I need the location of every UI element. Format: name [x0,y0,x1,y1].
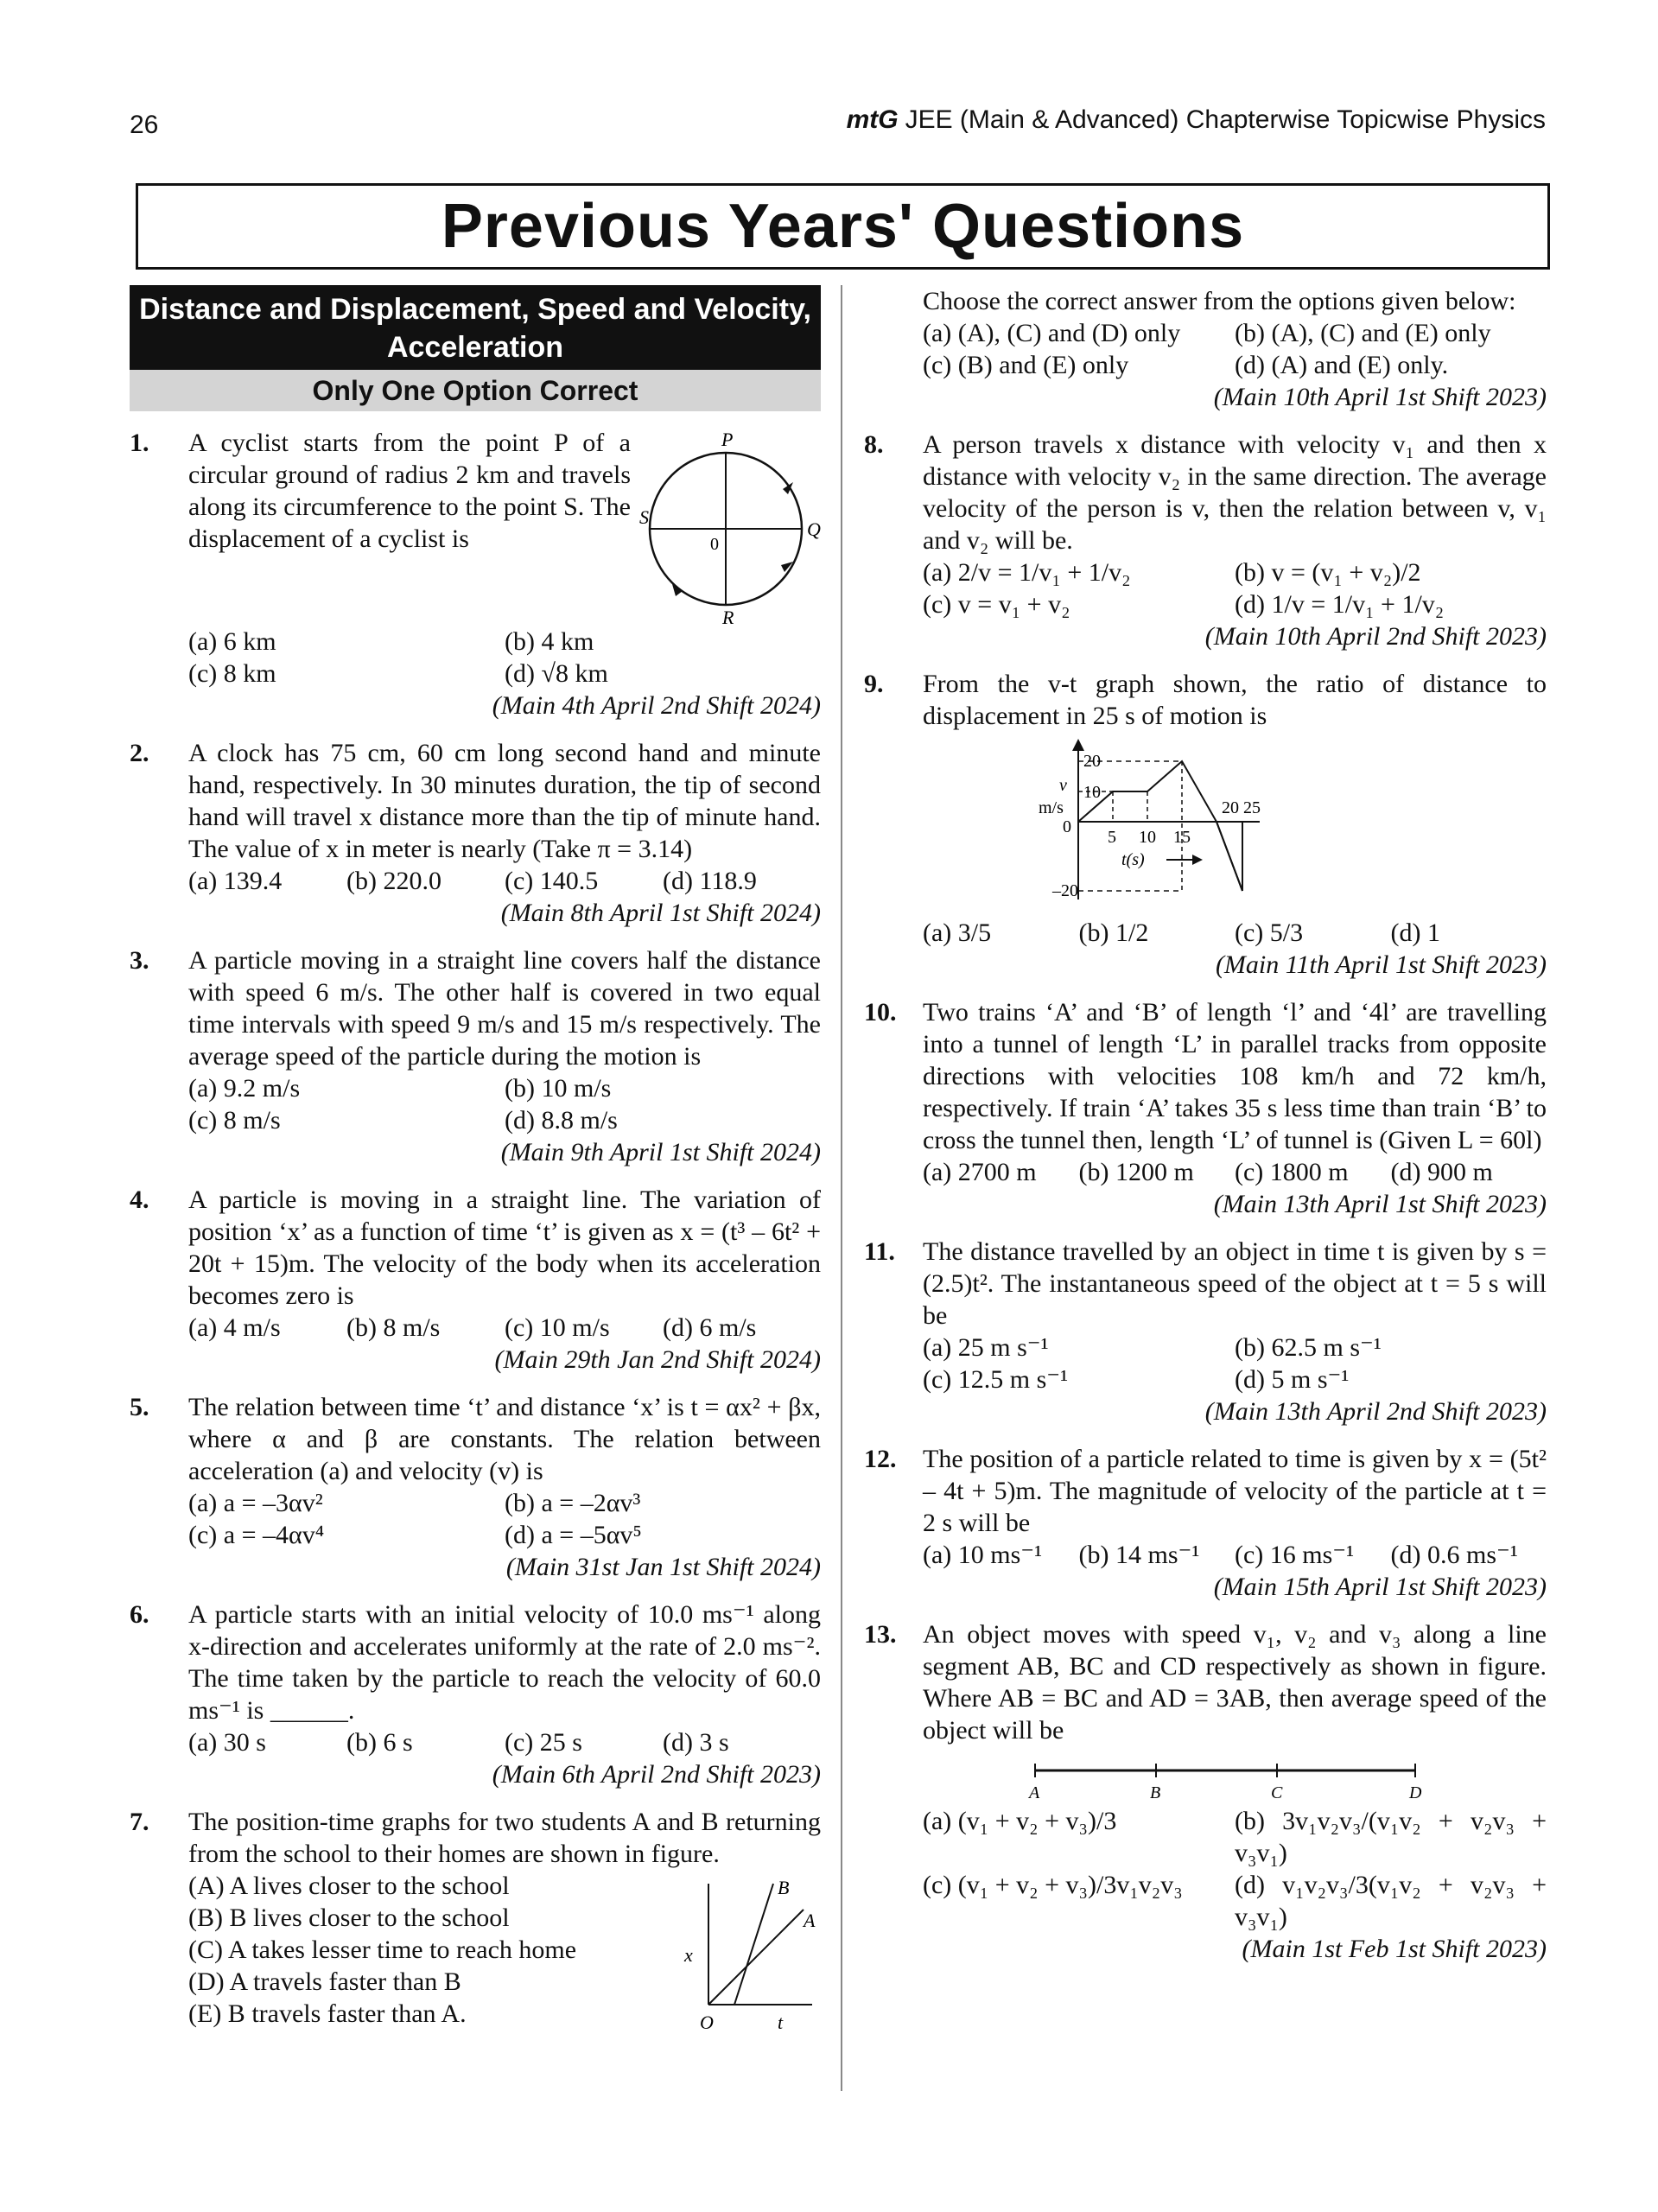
page-banner [136,183,1550,270]
left-column [130,285,821,2045]
question-text: The distance travelled by an object in time t is given by s = (2.5)t². The instantaneous speed of the object at t = 5 s will be [923,1237,1547,1330]
option-c: (c) (B) and (E) only [923,351,1129,379]
question-7 [130,1806,821,2033]
question-7-continued [864,285,1547,413]
options [923,1332,1547,1395]
option-c: (c) 16 ms⁻¹ [1235,1541,1355,1569]
option-c: (c) 10 m/s [505,1313,610,1342]
v-t-graph [1018,735,1381,917]
label-P: P [721,429,734,450]
option-b: (b) 1/2 [1078,918,1149,947]
question-text: A particle moving in a straight line covers half the distance with speed 6 m/s. The other half is covered in two equal time intervals with speed 9 m/s and 15 m/s respectively. The average speed of the particle during the motion is [188,946,821,1071]
section-subtitle: Only One Option Correct [130,370,821,411]
option-d: (d) v₁v₂v₃/3(v₁v₂ + v₂v₃ + v₃v₁) [1235,1871,1547,1931]
line-segment-figure [1018,1753,1432,1805]
option-d: (d) 1 [1390,918,1440,947]
option-a: (a) 2/v = 1/v₁ + 1/v₂ [923,558,1131,587]
position-time-graph [665,1875,821,2039]
question-source: (Main 6th April 2nd Shift 2023) [492,1760,821,1789]
option-c: (c) a = –4αv⁴ [188,1521,325,1549]
option-b: (b) 8 m/s [346,1313,441,1342]
question-source: (Main 10th April 2nd Shift 2023) [1204,622,1547,651]
option-a: (a) (A), (C) and (D) only [923,319,1181,347]
statement-C: (C) A takes lesser time to reach home [188,1936,577,1964]
option-d: (d) a = –5αv⁵ [505,1521,642,1549]
option-b: (b) v = (v₁ + v₂)/2 [1235,558,1421,587]
label-Q: Q [807,518,821,540]
tick-x-15: 15 [1173,828,1191,847]
question-text: An object moves with speed v₁, v₂ and v₃ along a line segment AB, BC and CD respectively as shown in figure. Where AB = BC and AD = 3AB, then average speed of the object will be [923,1620,1547,1745]
tick-y-10: 10 [1083,783,1101,802]
question-5 [130,1391,821,1583]
option-d: (d) 1/v = 1/v₁ + 1/v₂ [1235,590,1445,619]
option-c: (c) 12.5 m s⁻¹ [923,1365,1069,1394]
question-text: The position-time graphs for two students A and B returning from the school to their homes are shown in figure. [188,1808,821,1868]
question-number: 1. [130,429,149,457]
question-text: Choose the correct answer from the options given below: [923,287,1516,315]
label-O: 0 [710,535,719,554]
option-c: (c) 1800 m [1235,1158,1349,1186]
question-10 [864,996,1547,1220]
question-number: 5. [130,1393,149,1421]
axis-unit: m/s [1039,798,1064,817]
publisher-logo: mtG [846,105,899,134]
column-divider [841,285,842,2091]
option-d: (d) 3 s [663,1728,729,1757]
page-number: 26 [130,111,159,139]
option-a: (a) 4 m/s [188,1313,281,1342]
option-a: (a) (v₁ + v₂ + v₃)/3 [923,1807,1117,1835]
question-number: 2. [130,739,149,767]
option-c: (c) 140.5 [505,867,599,895]
option-b: (b) 62.5 m s⁻¹ [1235,1333,1382,1362]
option-b: (b) 1200 m [1078,1158,1194,1186]
section-title: Distance and Displacement, Speed and Velocity, Acceleration [130,285,821,370]
question-source: (Main 15th April 1st Shift 2023) [1213,1573,1547,1601]
question-8 [864,429,1547,652]
option-c: (c) 8 m/s [188,1106,281,1135]
option-a: (a) 139.4 [188,867,283,895]
question-source: (Main 4th April 2nd Shift 2024) [492,691,821,720]
statement-D: (D) A travels faster than B [188,1967,461,1996]
label-t: t [778,2012,784,2033]
option-b: (b) 6 s [346,1728,413,1757]
options [923,556,1547,620]
axis-label-t: t(s) [1121,850,1145,869]
option-d: (d) 118.9 [663,867,757,895]
option-d: (d) 900 m [1390,1158,1493,1186]
option-b: (b) 3v₁v₂v₃/(v₁v₂ + v₂v₃ + v₃v₁) [1235,1807,1547,1867]
question-9 [864,668,1547,981]
tick-x-5: 5 [1108,828,1116,847]
options [188,1726,821,1758]
question-number: 3. [130,946,149,975]
question-6 [130,1599,821,1790]
options [923,1805,1547,1933]
option-d: (d) 8.8 m/s [505,1106,618,1135]
label-x: x [684,1944,693,1966]
option-b: (b) 4 km [505,627,594,656]
question-source: (Main 29th Jan 2nd Shift 2024) [494,1345,821,1374]
label-B: B [1150,1783,1161,1802]
option-d: (d) √8 km [505,659,608,688]
label-C: C [1271,1783,1283,1802]
question-source: (Main 13th April 1st Shift 2023) [1213,1190,1547,1218]
option-c: (c) 25 s [505,1728,582,1757]
question-3 [130,944,821,1168]
options [923,1539,1547,1571]
tick-x-20-25: 20 25 [1222,798,1261,817]
question-number: 11. [864,1237,895,1266]
option-c: (c) v = v₁ + v₂ [923,590,1070,619]
arrow-icon [1192,855,1203,865]
question-source: (Main 31st Jan 1st Shift 2024) [505,1553,821,1581]
question-13 [864,1618,1547,1965]
option-c: (c) (v₁ + v₂ + v₃)/3v₁v₂v₃ [923,1871,1183,1899]
question-source: (Main 10th April 1st Shift 2023) [1213,383,1547,411]
option-b: (b) a = –2αv³ [505,1489,641,1517]
question-1 [130,427,821,721]
statement-B: (B) B lives closer to the school [188,1904,510,1932]
option-b: (b) 220.0 [346,867,441,895]
question-text: A person travels x distance with velocity v₁ and then x distance with velocity v₂ in the same direction. The average velocity of the person is v, then the relation between v, v₁ and v₂ will be. [923,430,1547,555]
tick-y-neg20: –20 [1052,881,1078,900]
question-2 [130,737,821,929]
tick-y-0: 0 [1063,817,1071,836]
option-a: (a) 3/5 [923,918,992,947]
options [188,865,821,897]
question-number: 8. [864,430,884,459]
banner-title: Previous Years' Questions [441,192,1245,261]
question-number: 7. [130,1808,149,1836]
tick-y-20: 20 [1083,752,1101,771]
question-source: (Main 11th April 1st Shift 2023) [1215,950,1547,979]
option-a: (a) 10 ms⁻¹ [923,1541,1043,1569]
option-d: (d) 0.6 ms⁻¹ [1390,1541,1518,1569]
right-column [864,285,1547,1980]
question-text: A particle is moving in a straight line. The variation of position ‘x’ as a function of time ‘t’ is given as x = (t³ – 6t² + 20t + 15)m. The velocity of the body when its acceleration becomes zero is [188,1185,821,1310]
option-a: (a) a = –3αv² [188,1489,323,1517]
question-source: (Main 8th April 1st Shift 2024) [500,899,821,927]
axis-label-v: v [1059,776,1067,795]
option-c: (c) 8 km [188,659,276,688]
options [188,1487,821,1551]
question-number: 10. [864,998,897,1027]
question-number: 6. [130,1600,149,1629]
option-a: (a) 9.2 m/s [188,1074,301,1103]
question-text: A cyclist starts from the point P of a circular ground of radius 2 km and travels along its circumference to the point S. The displacement of a cyclist is [188,429,631,553]
circular-ground-figure [639,427,821,626]
option-d: (d) (A) and (E) only. [1235,351,1449,379]
question-number: 12. [864,1445,897,1473]
label-A: A [1029,1783,1040,1802]
book-title: JEE (Main & Advanced) Chapterwise Topicwise Physics [905,105,1546,134]
option-b: (b) (A), (C) and (E) only [1235,319,1491,347]
option-c: (c) 5/3 [1235,918,1304,947]
question-number: 4. [130,1185,149,1214]
book-title-header [847,105,1546,135]
option-d: (d) 5 m s⁻¹ [1235,1365,1350,1394]
question-source: (Main 9th April 1st Shift 2024) [500,1138,821,1166]
question-4 [130,1184,821,1376]
option-a: (a) 2700 m [923,1158,1037,1186]
label-R: R [722,607,734,626]
option-b: (b) 14 ms⁻¹ [1078,1541,1200,1569]
question-11 [864,1236,1547,1427]
question-source: (Main 13th April 2nd Shift 2023) [1204,1397,1547,1426]
question-source: (Main 1st Feb 1st Shift 2023) [1242,1935,1547,1963]
label-B: B [778,1877,790,1898]
label-S: S [639,506,649,528]
question-number: 13. [864,1620,897,1649]
options [923,1156,1547,1188]
label-D: D [1409,1783,1422,1802]
question-12 [864,1443,1547,1603]
statement-E: (E) B travels faster than A. [188,1999,467,2028]
option-b: (b) 10 m/s [505,1074,612,1103]
question-text: A clock has 75 cm, 60 cm long second hand and minute hand, respectively. In 30 minutes duration, the tip of second hand will travel x distance more than the tip of minute hand. The value of x in meter is nearly (Take π = 3.14) [188,739,821,863]
option-a: (a) 30 s [188,1728,266,1757]
tick-x-10: 10 [1139,828,1156,847]
question-text: The relation between time ‘t’ and distance ‘x’ is t = αx² + βx, where α and β are constants. The relation between acceleration (a) and velocity (v) is [188,1393,821,1485]
question-text: From the v-t graph shown, the ratio of distance to displacement in 25 s of motion is [923,670,1547,730]
option-d: (d) 6 m/s [663,1313,757,1342]
options [923,917,1547,949]
option-a: (a) 6 km [188,627,276,656]
question-text: The position of a particle related to time is given by x = (5t² – 4t + 5)m. The magnitude of velocity of the particle at t = 2 s will be [923,1445,1547,1537]
question-number: 9. [864,670,884,698]
question-text: Two trains ‘A’ and ‘B’ of length ‘l’ and ‘4l’ are travelling into a tunnel of length ‘L’ in parallel tracks from opposite directions with velocities 108 km/h and 72 km/h, respectively. If train ‘A’ takes 35 s less time than train ‘B’ to cross the tunnel then, length ‘L’ of tunnel is (Given L = 60l) [923,998,1547,1154]
statement-A: (A) A lives closer to the school [188,1872,510,1900]
options [188,626,821,690]
question-text: A particle starts with an initial velocity of 10.0 ms⁻¹ along x-direction and accelerates uniformly at the rate of 2.0 ms⁻². The time taken by the particle to reach the velocity of 60.0 ms⁻¹ is ______. [188,1600,821,1725]
options [188,1072,821,1136]
label-A: A [804,1910,816,1931]
options [188,1312,821,1344]
label-O: O [700,2012,714,2033]
option-a: (a) 25 m s⁻¹ [923,1333,1049,1362]
options [923,317,1547,381]
